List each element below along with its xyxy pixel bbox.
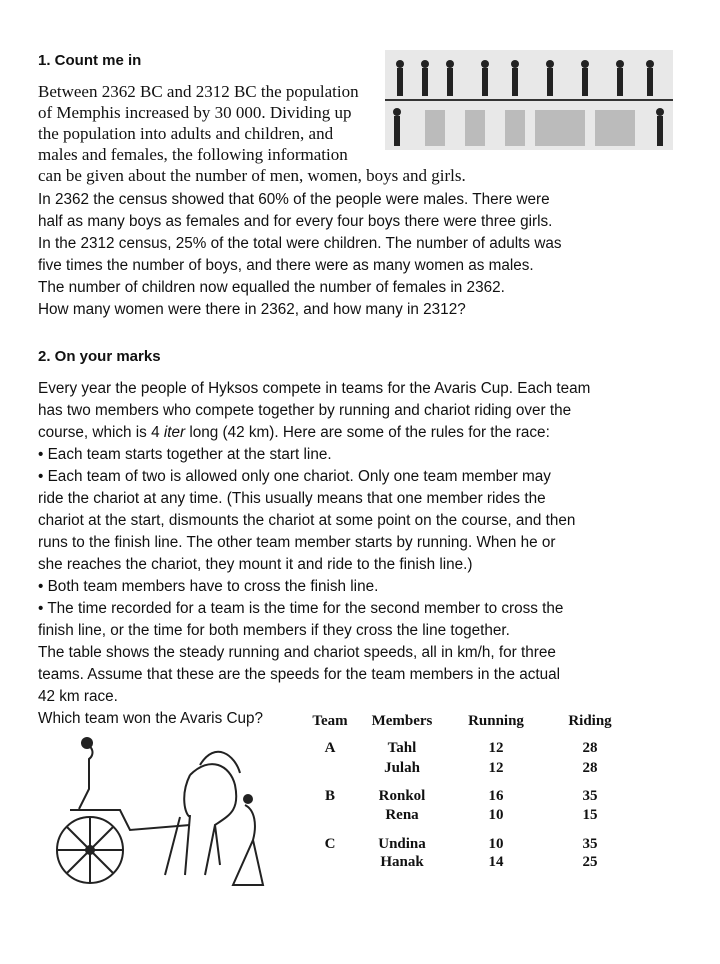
header-team: Team xyxy=(312,713,348,729)
egyptian-frieze-image xyxy=(385,50,673,150)
header-riding: Riding xyxy=(568,713,612,729)
team-label: B xyxy=(324,788,335,804)
team-label: C xyxy=(324,836,336,852)
section2-title: 2. On your marks xyxy=(38,348,161,365)
header-members: Members xyxy=(371,713,433,729)
chariot-illustration xyxy=(40,735,290,895)
team-label: A xyxy=(324,740,336,756)
header-running: Running xyxy=(468,713,524,729)
section1-title: 1. Count me in xyxy=(38,52,142,69)
